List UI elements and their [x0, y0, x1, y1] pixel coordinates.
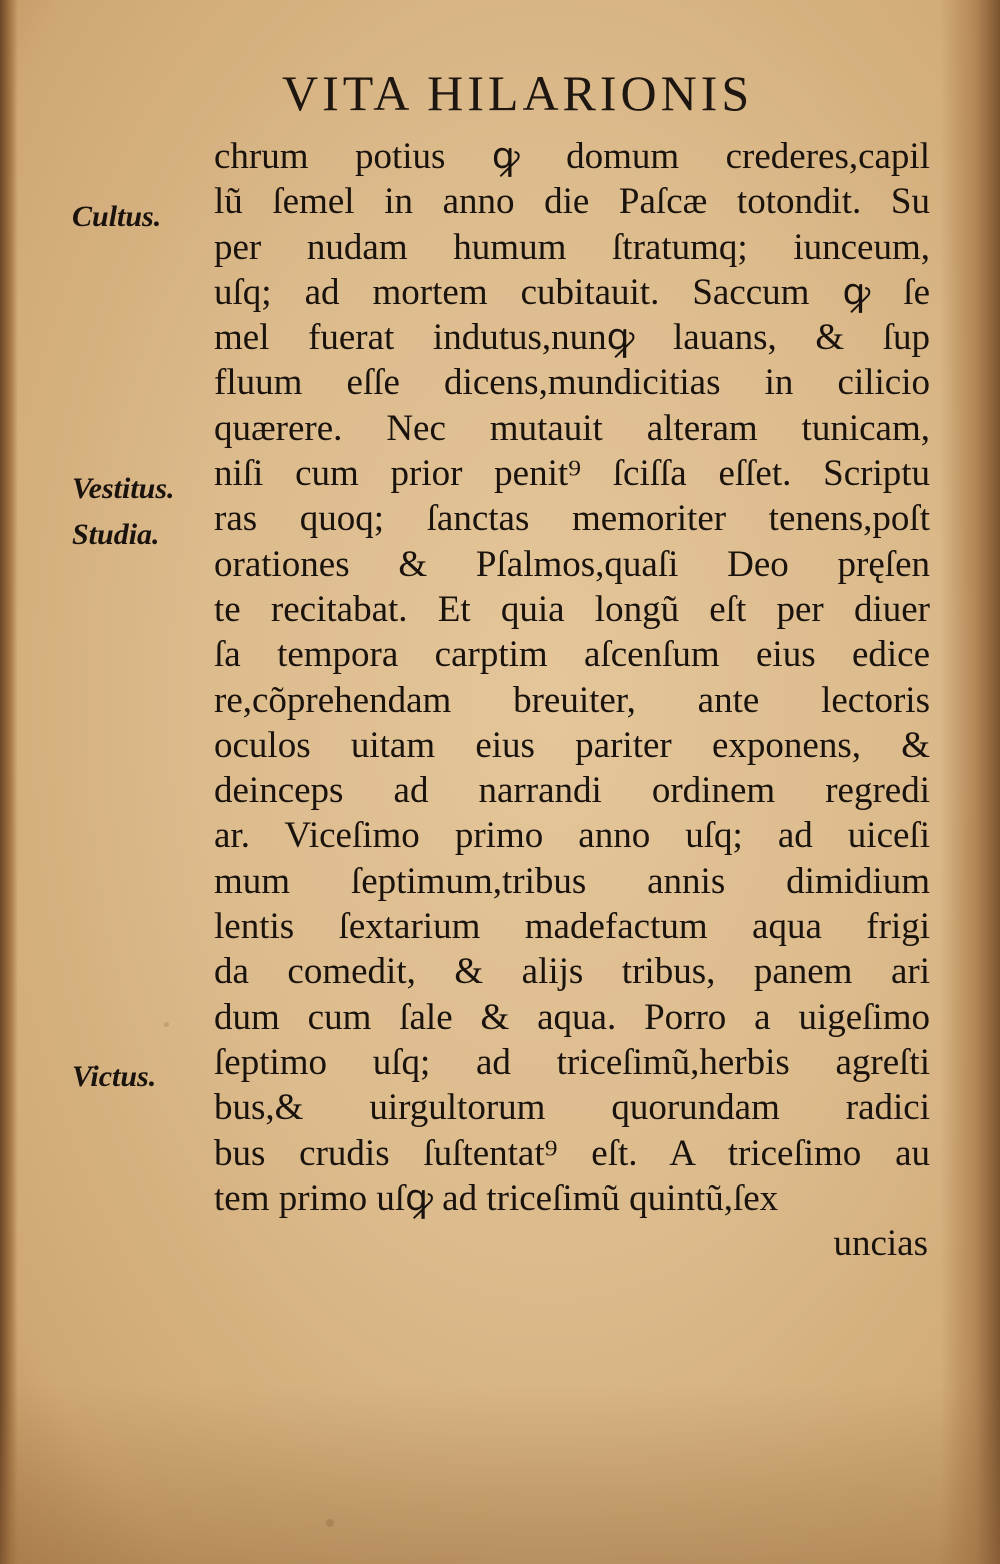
ink-spot	[164, 1022, 169, 1027]
text-line: per nudam humum ſtratumq; iunceum,	[214, 226, 930, 268]
page-edge-shadow	[940, 0, 1000, 1564]
text-line: oculos uitam eius pariter exponens, &	[214, 724, 930, 766]
marginal-note-cultus: Cultus.	[72, 200, 162, 233]
text-line: ras quoq; ſanctas memoriter tenens,poſt	[214, 498, 930, 540]
text-line: bus,& uirgultorum quorundam radici	[214, 1087, 930, 1129]
text-line: uſq; ad mortem cubitauit. Saccum ꝙ ſe	[214, 271, 930, 313]
text-line: tem primo uſꝙ ad triceſimũ quintũ,ſex	[214, 1177, 779, 1219]
body-text	[214, 134, 930, 1221]
text-line: re,cõprehendam breuiter, ante lectoris	[214, 679, 930, 721]
text-line: dum cum ſale & aqua. Porro a uigeſimo	[214, 996, 930, 1038]
text-line: bus crudis ſuſtentat⁹ eſt. A triceſimo au	[214, 1132, 930, 1174]
text-line: lũ ſemel in anno die Paſcæ totondit. Su	[214, 181, 930, 223]
text-line: lentis ſextarium madefactum aqua frigi	[214, 906, 930, 948]
running-head: VITA HILARIONIS	[282, 65, 754, 121]
text-line: niſi cum prior penit⁹ ſciſſa eſſet. Scriptu	[214, 453, 930, 495]
text-line: mel fuerat indutus,nunꝙ lauans, & ſup	[214, 317, 930, 359]
text-line: fluum eſſe dicens,mundicitias in cilicio	[214, 362, 930, 404]
text-line: orationes & Pſalmos,quaſi Deo pręſen	[214, 543, 930, 585]
ink-spot	[326, 1519, 334, 1527]
catchword: uncias	[833, 1223, 928, 1264]
text-line: ar. Viceſimo primo anno uſq; ad uiceſi	[214, 815, 930, 857]
text-line: quærere. Nec mutauit alteram tunicam,	[214, 407, 930, 449]
text-line: mum ſeptimum,tribus annis dimidium	[214, 860, 930, 902]
text-line: chrum potius ꝙ domum crederes,capil	[214, 136, 930, 177]
text-line: da comedit, & alijs tribus, panem ari	[214, 951, 930, 993]
page-stain	[0, 1384, 1000, 1564]
text-line: te recitabat. Et quia longũ eſt per diuer	[214, 588, 930, 630]
marginal-note-vestitus: Vestitus.	[72, 472, 175, 505]
page-gutter-shadow	[0, 0, 18, 1564]
text-line: ſa tempora carptim aſcenſum eius edice	[214, 634, 930, 676]
marginal-note-studia: Studia.	[72, 518, 160, 551]
marginal-note-victus: Victus.	[72, 1060, 157, 1093]
text-line: ſeptimo uſq; ad triceſimũ,herbis agreſti	[214, 1041, 930, 1083]
text-line: deinceps ad narrandi ordinem regredi	[214, 770, 930, 812]
